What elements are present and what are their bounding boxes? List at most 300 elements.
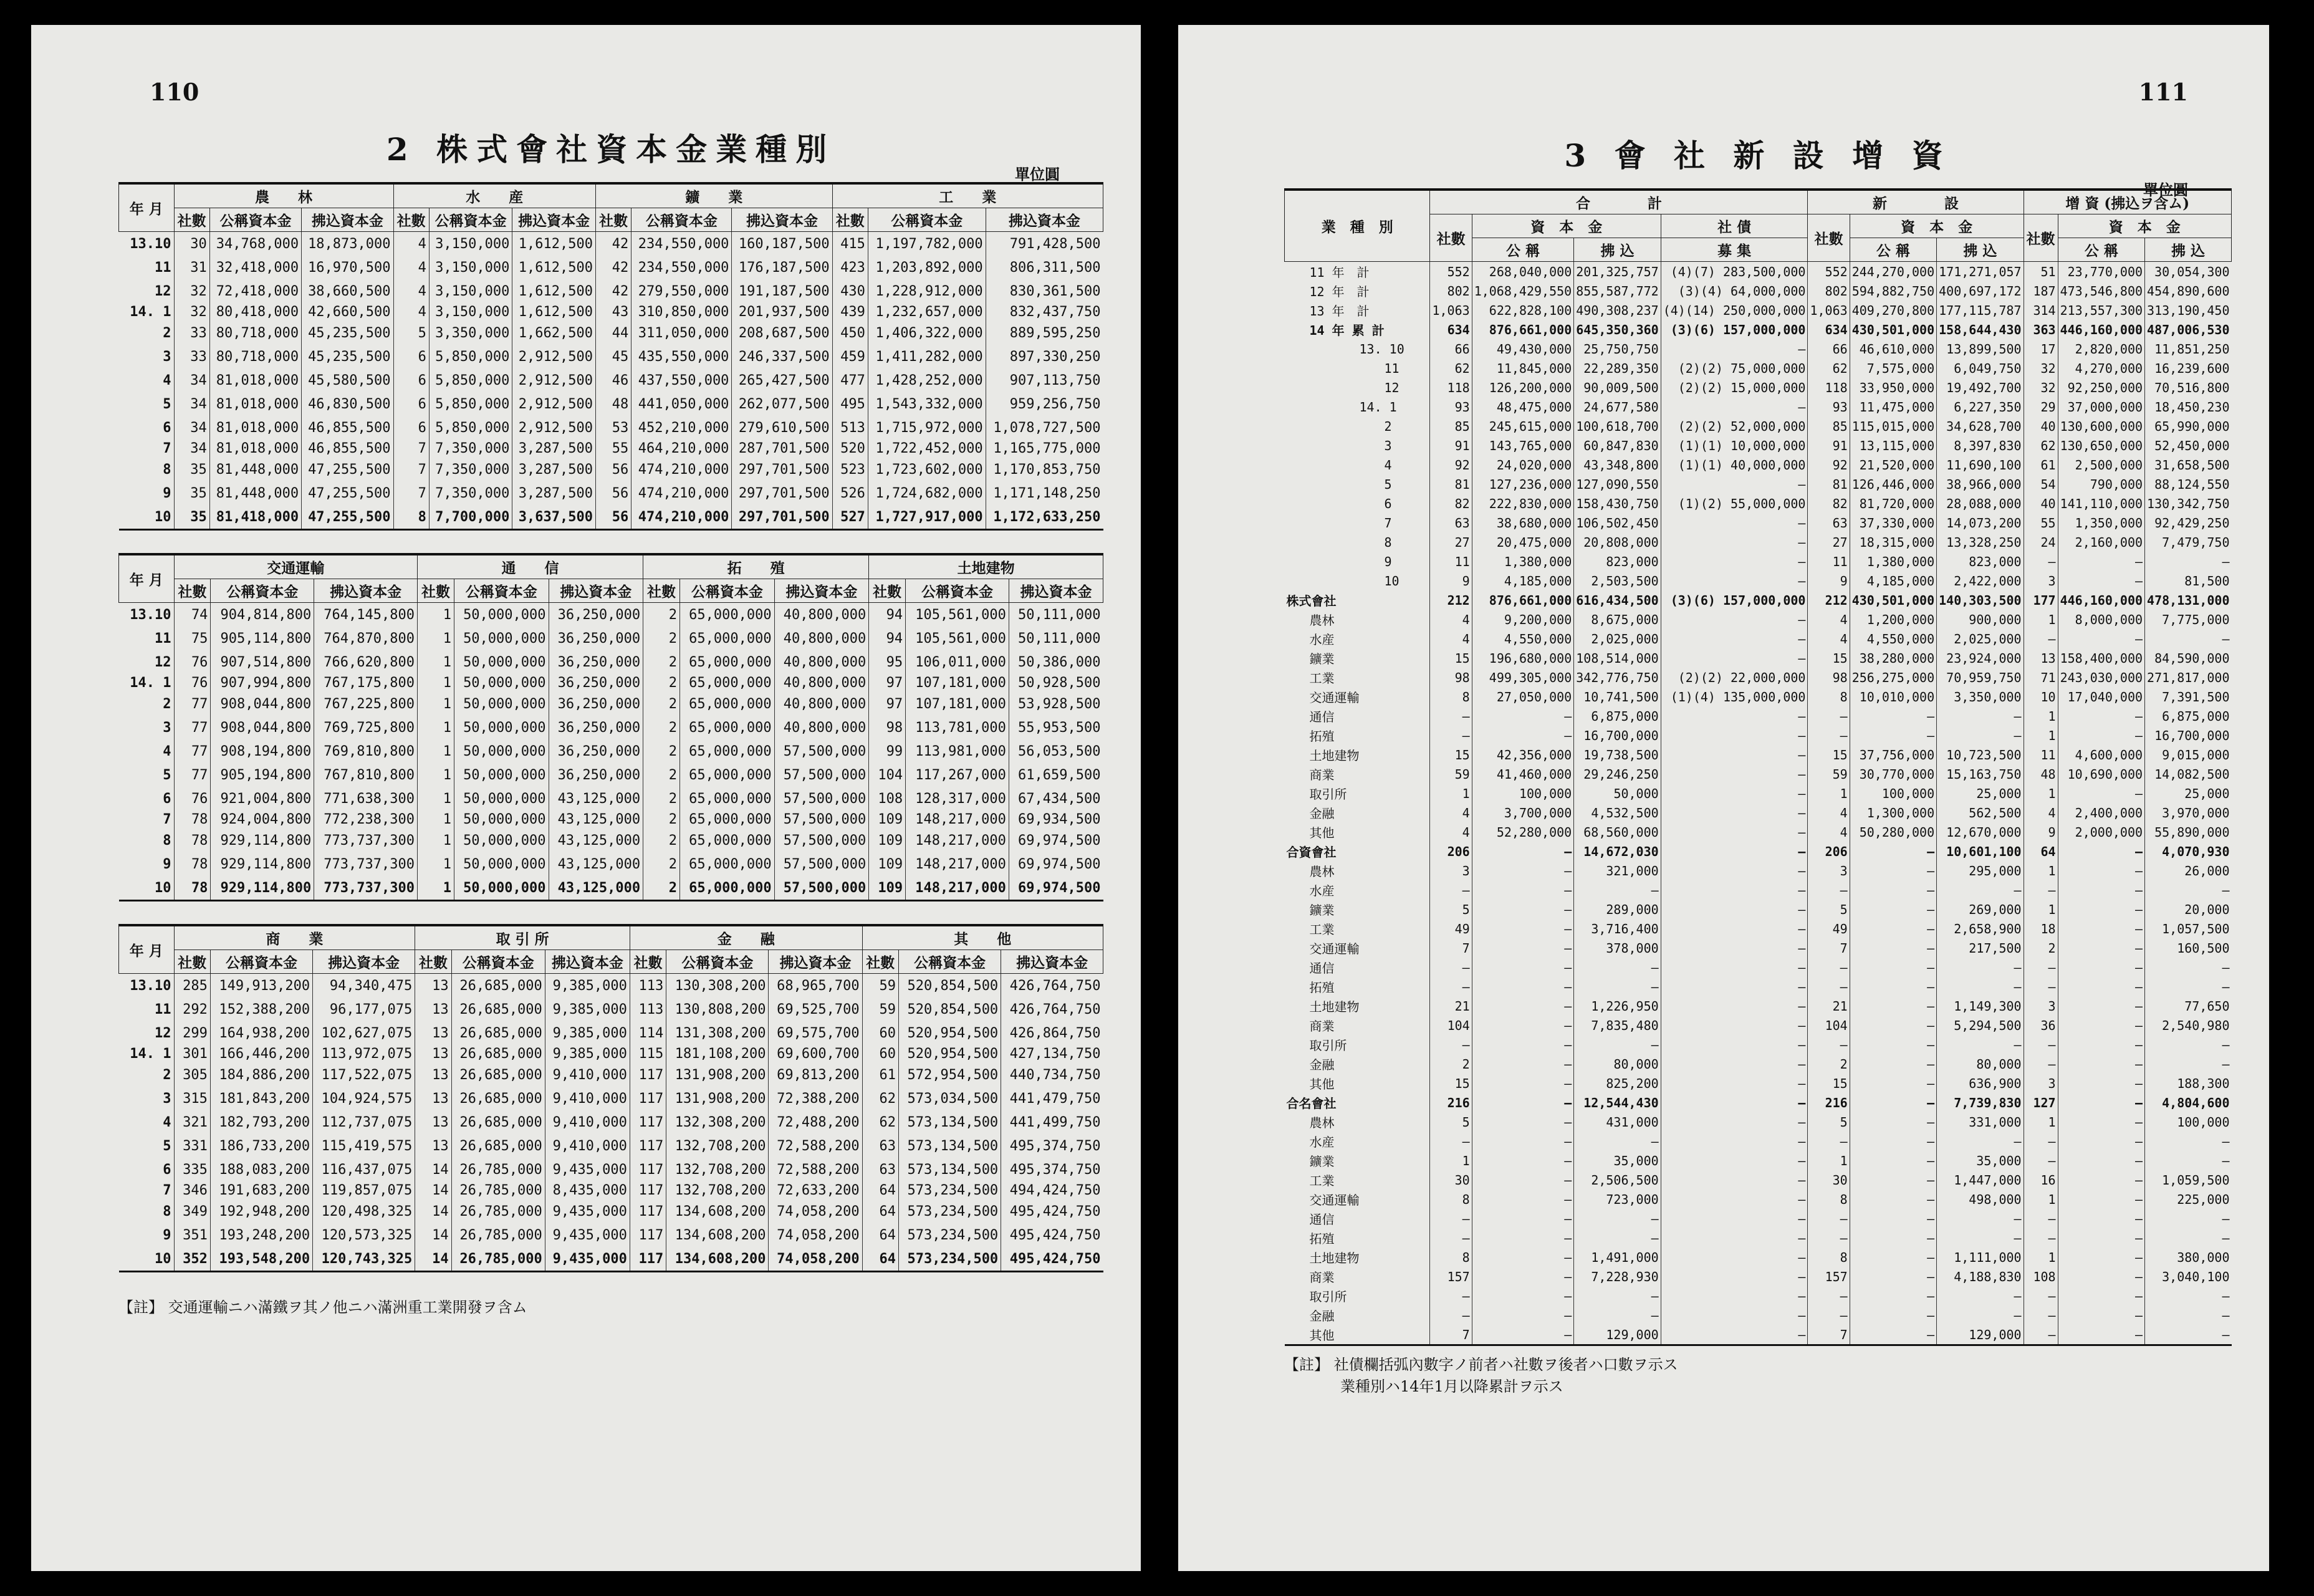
- table-cell: 115: [630, 1045, 666, 1063]
- table-cell: —: [1850, 1267, 1936, 1286]
- table-cell: 94: [869, 603, 906, 627]
- table-cell: 35,000: [1937, 1151, 2024, 1170]
- table-cell: 1,203,892,000: [868, 256, 986, 279]
- table-cell: —: [1850, 726, 1936, 745]
- table-cell: —: [1937, 1305, 2024, 1325]
- table-cell: 2: [643, 810, 680, 829]
- table-cell: 1: [418, 787, 454, 810]
- table-cell: —: [2145, 629, 2232, 648]
- table-cell: —: [1808, 1209, 1850, 1228]
- row-label: 通信: [1309, 961, 1335, 976]
- table-cell: 4: [393, 303, 429, 321]
- table-cell: 331: [174, 1134, 210, 1158]
- table-cell: 11: [1430, 552, 1472, 571]
- table-cell: 301: [174, 1045, 210, 1063]
- table-cell: 130,342,750: [2145, 494, 2232, 513]
- row-year-month: 2: [163, 696, 171, 712]
- row-label: 通信: [1309, 709, 1335, 724]
- table-cell: 446,160,000: [2058, 590, 2144, 610]
- table-cell: 573,234,500: [898, 1247, 1001, 1272]
- table-cell: 40,800,000: [774, 692, 869, 716]
- table-cell: —: [1661, 977, 1808, 996]
- table-cell: 23,924,000: [1937, 648, 2024, 668]
- table-cell: —: [1430, 1209, 1472, 1228]
- sub-header: 社數: [832, 208, 868, 232]
- table-cell: 3: [2024, 571, 2058, 590]
- row-label: 取引所: [1309, 787, 1347, 802]
- table-cell: 36,250,000: [549, 763, 643, 787]
- table-cell: 65,000,000: [680, 810, 775, 829]
- table-row: [1285, 552, 2232, 571]
- table-cell: 37,330,000: [1850, 513, 1936, 532]
- table-cell: 72,388,200: [769, 1087, 862, 1110]
- table-row: [119, 852, 1103, 876]
- table-cell: 92,250,000: [2058, 378, 2144, 397]
- table-cell: 43: [595, 303, 631, 321]
- table-cell: 1,411,282,000: [868, 345, 986, 368]
- table-cell: 26,000: [2145, 861, 2232, 880]
- table-cell: 40,800,000: [774, 627, 869, 650]
- table-cell: 2: [643, 716, 680, 739]
- table-cell: 3,700,000: [1472, 803, 1574, 822]
- table-cell: 2: [1430, 1054, 1472, 1074]
- table-cell: 297,701,500: [732, 458, 832, 481]
- table-cell: 7: [393, 440, 429, 458]
- table-cell: 57,500,000: [774, 763, 869, 787]
- table-cell: 1,715,972,000: [868, 416, 986, 440]
- row-year-month: 8: [163, 832, 171, 848]
- row-label: 12 年 計: [1309, 284, 1370, 299]
- table-cell: 34: [174, 392, 209, 416]
- table-cell: 10,723,500: [1937, 745, 2024, 764]
- table-cell: 1,063: [1808, 300, 1850, 320]
- sub-header: 拂込資本金: [549, 579, 643, 603]
- table-cell: 17: [2024, 339, 2058, 358]
- table-cell: —: [1661, 474, 1808, 494]
- table-cell: 22,289,350: [1574, 358, 1661, 378]
- table-cell: 117,267,000: [906, 763, 1009, 787]
- table-cell: 26,685,000: [451, 1134, 545, 1158]
- table-cell: 2: [643, 829, 680, 852]
- table-row: [1285, 339, 2232, 358]
- table-cell: 520: [832, 440, 868, 458]
- table-cell: 20,808,000: [1574, 532, 1661, 552]
- table-cell: 6: [393, 368, 429, 392]
- table-cell: 474,210,000: [631, 481, 732, 505]
- table-cell: 1: [2024, 861, 2058, 880]
- table-cell: 2,912,500: [512, 416, 596, 440]
- table-cell: 32: [2024, 358, 2058, 378]
- table-cell: 1: [418, 810, 454, 829]
- table-cell: (3)(6) 157,000,000: [1661, 320, 1808, 339]
- table-cell: 2: [643, 627, 680, 650]
- table-cell: —: [1574, 1228, 1661, 1247]
- table-cell: 4,550,000: [1850, 629, 1936, 648]
- table-cell: 4,270,000: [2058, 358, 2144, 378]
- table-cell: 61: [2024, 455, 2058, 474]
- table-row: [119, 458, 1103, 481]
- table-cell: —: [1850, 996, 1936, 1016]
- table-cell: 16: [2024, 1170, 2058, 1190]
- table-cell: 8: [1808, 1247, 1850, 1267]
- table-cell: 4,600,000: [2058, 745, 2144, 764]
- table-cell: 6: [393, 392, 429, 416]
- table-cell: —: [2058, 842, 2144, 861]
- table-cell: 26,685,000: [451, 1110, 545, 1134]
- table-cell: —: [1661, 880, 1808, 900]
- table-cell: 193,548,200: [210, 1247, 312, 1272]
- row-label: 8: [1384, 534, 1392, 550]
- table-cell: 100,618,700: [1574, 416, 1661, 436]
- table-row: [119, 1063, 1103, 1087]
- row-label: 合資會社: [1286, 845, 1337, 860]
- table-cell: —: [2058, 1112, 2144, 1132]
- table-cell: 764,870,800: [314, 627, 418, 650]
- table-cell: 4: [1808, 822, 1850, 842]
- table-cell: —: [2024, 629, 2058, 648]
- table-cell: —: [2058, 958, 2144, 977]
- table-cell: —: [1661, 996, 1808, 1016]
- header-paid: 拂 込: [1574, 238, 1661, 262]
- table-cell: 15: [1430, 745, 1472, 764]
- table-cell: 100,000: [1850, 784, 1936, 803]
- table-cell: —: [2058, 726, 2144, 745]
- row-label: 工業: [1309, 671, 1335, 686]
- table-cell: 32: [174, 303, 209, 321]
- table-cell: 20,000: [2145, 900, 2232, 919]
- row-label: 其他: [1309, 1328, 1335, 1343]
- table-cell: —: [1661, 629, 1808, 648]
- table-cell: 28,088,000: [1937, 494, 2024, 513]
- table-cell: 32: [2024, 378, 2058, 397]
- table-cell: —: [1661, 784, 1808, 803]
- table-cell: 50,000,000: [454, 650, 549, 674]
- table-cell: 245,615,000: [1472, 416, 1574, 436]
- table-cell: 7,391,500: [2145, 687, 2232, 706]
- table-cell: 56: [595, 458, 631, 481]
- table-cell: 4: [393, 256, 429, 279]
- sub-header: 拂込資本金: [545, 950, 630, 974]
- table-row: [119, 763, 1103, 787]
- sub-header: 公稱資本金: [209, 208, 301, 232]
- table-cell: —: [1661, 861, 1808, 880]
- table-cell: —: [1661, 397, 1808, 416]
- table-cell: —: [1661, 1190, 1808, 1209]
- table-cell: 11,851,250: [2145, 339, 2232, 358]
- table-cell: —: [1850, 919, 1936, 938]
- table-cell: 177: [2024, 590, 2058, 610]
- table-cell: 900,000: [1937, 610, 2024, 629]
- table-cell: 61,659,500: [1009, 763, 1103, 787]
- table-cell: —: [1850, 1247, 1936, 1267]
- table-cell: —: [1850, 1054, 1936, 1074]
- table-cell: 117: [630, 1063, 666, 1087]
- table-row: [1285, 1112, 2232, 1132]
- table-cell: —: [2058, 1054, 2144, 1074]
- table-cell: 148,217,000: [906, 852, 1009, 876]
- table-cell: 2: [643, 650, 680, 674]
- sub-header: 社數: [174, 579, 211, 603]
- table-cell: 132,708,200: [666, 1181, 769, 1199]
- row-label: 土地建物: [1309, 999, 1360, 1014]
- table-cell: 12,670,000: [1937, 822, 2024, 842]
- table-cell: 148,217,000: [906, 876, 1009, 901]
- table-cell: 9: [2024, 822, 2058, 842]
- table-cell: 69,813,200: [769, 1063, 862, 1087]
- table-row: [1285, 358, 2232, 378]
- header-increase: 增 資 (拂込ヲ含ム): [2024, 190, 2231, 214]
- table-cell: 5,294,500: [1937, 1016, 2024, 1035]
- table-cell: 76: [174, 787, 211, 810]
- row-year-month: 10: [155, 880, 171, 896]
- table-cell: 446,160,000: [2058, 320, 2144, 339]
- table-cell: 7,575,000: [1850, 358, 1936, 378]
- table-cell: 192,948,200: [210, 1199, 312, 1223]
- table-row: [1285, 861, 2232, 880]
- sub-header: 拂込資本金: [732, 208, 832, 232]
- table-cell: 78: [174, 876, 211, 901]
- table-cell: 21: [1808, 996, 1850, 1016]
- table-cell: 57,500,000: [774, 876, 869, 901]
- table-cell: (1)(1) 40,000,000: [1661, 455, 1808, 474]
- table-cell: 1,612,500: [512, 303, 596, 321]
- table-row: [1285, 880, 2232, 900]
- sub-header: 拂込資本金: [302, 208, 393, 232]
- table-cell: 876,661,000: [1472, 590, 1574, 610]
- table-cell: —: [1661, 1228, 1808, 1247]
- row-label: 13. 10: [1359, 341, 1404, 357]
- table-cell: 5,850,000: [429, 392, 512, 416]
- table-row: [1285, 668, 2232, 687]
- table-cell: —: [1472, 1325, 1574, 1345]
- table-cell: 2,540,980: [2145, 1016, 2232, 1035]
- table-row: [1285, 1132, 2232, 1151]
- table-cell: 98: [869, 716, 906, 739]
- table-cell: 573,034,500: [898, 1087, 1001, 1110]
- row-year-month: 13.10: [130, 607, 171, 623]
- table-cell: 69,974,500: [1009, 829, 1103, 852]
- table-cell: 8: [1430, 687, 1472, 706]
- table-row: [1285, 996, 2232, 1016]
- table-cell: —: [2024, 958, 2058, 977]
- table-cell: 279,610,500: [732, 416, 832, 440]
- table-cell: 7,350,000: [429, 481, 512, 505]
- table-cell: 3: [1808, 861, 1850, 880]
- table-row: [119, 998, 1103, 1021]
- table-cell: 45,235,500: [302, 345, 393, 368]
- table-cell: 8: [1808, 1190, 1850, 1209]
- table-cell: 40,800,000: [774, 603, 869, 627]
- table-row: [1285, 378, 2232, 397]
- table-cell: 134,608,200: [666, 1247, 769, 1272]
- row-year-month: 14. 1: [130, 675, 171, 691]
- table-cell: 1,170,853,750: [986, 458, 1103, 481]
- table-cell: —: [2058, 938, 2144, 958]
- table-cell: —: [1472, 977, 1574, 996]
- table-cell: (2)(2) 22,000,000: [1661, 668, 1808, 687]
- table-cell: 55: [595, 440, 631, 458]
- table-cell: 6,875,000: [2145, 706, 2232, 726]
- table-cell: —: [2058, 919, 2144, 938]
- table-cell: 60: [862, 1045, 898, 1063]
- table-cell: 45: [595, 345, 631, 368]
- table-cell: —: [1661, 938, 1808, 958]
- table-cell: 3,970,000: [2145, 803, 2232, 822]
- table-row: [1285, 900, 2232, 919]
- table-cell: 57,500,000: [774, 852, 869, 876]
- table-cell: 15: [1430, 1074, 1472, 1093]
- table-cell: 50,111,000: [1009, 627, 1103, 650]
- table-cell: 131,908,200: [666, 1063, 769, 1087]
- table-cell: 38,680,000: [1472, 513, 1574, 532]
- table-cell: —: [1661, 1035, 1808, 1054]
- table-cell: (1)(2) 55,000,000: [1661, 494, 1808, 513]
- table-cell: 225,000: [2145, 1190, 2232, 1209]
- table-row: [1285, 1016, 2232, 1035]
- header-industry: 業 種 別: [1285, 190, 1430, 262]
- table-cell: 117: [630, 1181, 666, 1199]
- table-cell: 2: [643, 787, 680, 810]
- table-cell: 33: [174, 321, 209, 345]
- table-cell: 430,501,000: [1850, 590, 1936, 610]
- table-cell: 34: [174, 368, 209, 392]
- table-cell: 63: [1808, 513, 1850, 532]
- table-cell: —: [1850, 1209, 1936, 1228]
- table-cell: 32: [174, 279, 209, 303]
- table-cell: 43,125,000: [549, 787, 643, 810]
- table-cell: 13: [415, 1045, 451, 1063]
- header-year-month: 年 月: [119, 554, 175, 603]
- table-cell: 4: [1808, 803, 1850, 822]
- table-cell: 4,070,930: [2145, 842, 2232, 861]
- row-label: 土地建物: [1309, 1251, 1360, 1266]
- table-cell: 181,108,200: [666, 1045, 769, 1063]
- row-year-month: 4: [163, 372, 171, 388]
- table-cell: 10,690,000: [2058, 764, 2144, 784]
- row-label: 農林: [1309, 613, 1335, 628]
- table-cell: 769,810,800: [314, 739, 418, 763]
- table-cell: —: [1661, 1054, 1808, 1074]
- table-cell: 37,000,000: [2058, 397, 2144, 416]
- table-cell: 645,350,360: [1574, 320, 1661, 339]
- table-cell: 77: [174, 716, 211, 739]
- table-cell: 30,054,300: [2145, 262, 2232, 282]
- table-cell: 1: [418, 627, 454, 650]
- table-cell: 59: [1808, 764, 1850, 784]
- table-cell: 3: [2024, 996, 2058, 1016]
- table-cell: 4: [1808, 629, 1850, 648]
- table-cell: 132,308,200: [666, 1110, 769, 1134]
- table-cell: 19,738,500: [1574, 745, 1661, 764]
- table-cell: 5,850,000: [429, 416, 512, 440]
- table-cell: 8,000,000: [2058, 610, 2144, 629]
- table-row: [1285, 455, 2232, 474]
- table-cell: 897,330,250: [986, 345, 1103, 368]
- table-cell: 349: [174, 1199, 210, 1223]
- table-row: [1285, 803, 2232, 822]
- table-cell: 1,149,300: [1937, 996, 2024, 1016]
- table-cell: 520,954,500: [898, 1045, 1001, 1063]
- table-cell: 80,000: [1574, 1054, 1661, 1074]
- table-cell: 104: [1430, 1016, 1472, 1035]
- table-cell: 42: [595, 232, 631, 256]
- table-cell: 96,177,075: [313, 998, 415, 1021]
- table-cell: 907,113,750: [986, 368, 1103, 392]
- sub-header: 拂込資本金: [769, 950, 862, 974]
- table-cell: 426,764,750: [1001, 974, 1103, 998]
- table-cell: —: [1661, 842, 1808, 861]
- table-cell: 120,743,325: [313, 1247, 415, 1272]
- table-cell: 14: [415, 1158, 451, 1181]
- row-year-month: 12: [155, 283, 171, 299]
- table-cell: 63: [1430, 513, 1472, 532]
- table-row: [1285, 687, 2232, 706]
- table-cell: 26,685,000: [451, 1087, 545, 1110]
- table-cell: 855,587,772: [1574, 281, 1661, 300]
- table-cell: —: [2145, 880, 2232, 900]
- table-cell: 8: [393, 505, 429, 530]
- table-row: [119, 321, 1103, 345]
- table-cell: 201,937,500: [732, 303, 832, 321]
- table-cell: 64: [2024, 842, 2058, 861]
- table-cell: 271,817,000: [2145, 668, 2232, 687]
- table-cell: 454,890,600: [2145, 281, 2232, 300]
- table-cell: 184,886,200: [210, 1063, 312, 1087]
- table-row: [119, 303, 1103, 321]
- table-cell: 47,255,500: [302, 505, 393, 530]
- row-label: 7: [1384, 515, 1392, 531]
- table-cell: (4)(7) 283,500,000: [1661, 262, 1808, 282]
- group-header: 土地建物: [869, 554, 1103, 579]
- table-cell: 64: [862, 1181, 898, 1199]
- table-cell: 904,814,800: [211, 603, 314, 627]
- table-cell: 6,875,000: [1574, 706, 1661, 726]
- table-row: [119, 1223, 1103, 1247]
- table-cell: 186,733,200: [210, 1134, 312, 1158]
- table-cell: 8: [1430, 1247, 1472, 1267]
- table-cell: 1: [418, 674, 454, 692]
- table-cell: 2,820,000: [2058, 339, 2144, 358]
- table-cell: —: [1472, 1170, 1574, 1190]
- table-row: [1285, 1286, 2232, 1305]
- new-increase-body: [1285, 262, 2232, 1345]
- table-cell: 26,785,000: [451, 1247, 545, 1272]
- table-cell: 1,078,727,500: [986, 416, 1103, 440]
- table-cell: 1,228,912,000: [868, 279, 986, 303]
- table-cell: 1,428,252,000: [868, 368, 986, 392]
- table-cell: 62: [862, 1110, 898, 1134]
- table-cell: 49,430,000: [1472, 339, 1574, 358]
- row-label: 商業: [1309, 767, 1335, 782]
- table-cell: 431,000: [1574, 1112, 1661, 1132]
- table-cell: —: [1430, 1286, 1472, 1305]
- table-cell: —: [1850, 1093, 1936, 1112]
- table-cell: 217,500: [1937, 938, 2024, 958]
- table-cell: 10,741,500: [1574, 687, 1661, 706]
- row-year-month: 7: [163, 812, 171, 827]
- table-row: [1285, 532, 2232, 552]
- table-cell: 342,776,750: [1574, 668, 1661, 687]
- table-cell: 36,250,000: [549, 674, 643, 692]
- table-cell: 67,434,500: [1009, 787, 1103, 810]
- row-label: 金融: [1309, 806, 1335, 821]
- table-cell: 100,000: [2145, 1112, 2232, 1132]
- table-cell: 9,435,000: [545, 1223, 630, 1247]
- table-cell: 297,701,500: [732, 481, 832, 505]
- table-cell: 222,830,000: [1472, 494, 1574, 513]
- table-cell: 806,311,500: [986, 256, 1103, 279]
- table-cell: 8,435,000: [545, 1181, 630, 1199]
